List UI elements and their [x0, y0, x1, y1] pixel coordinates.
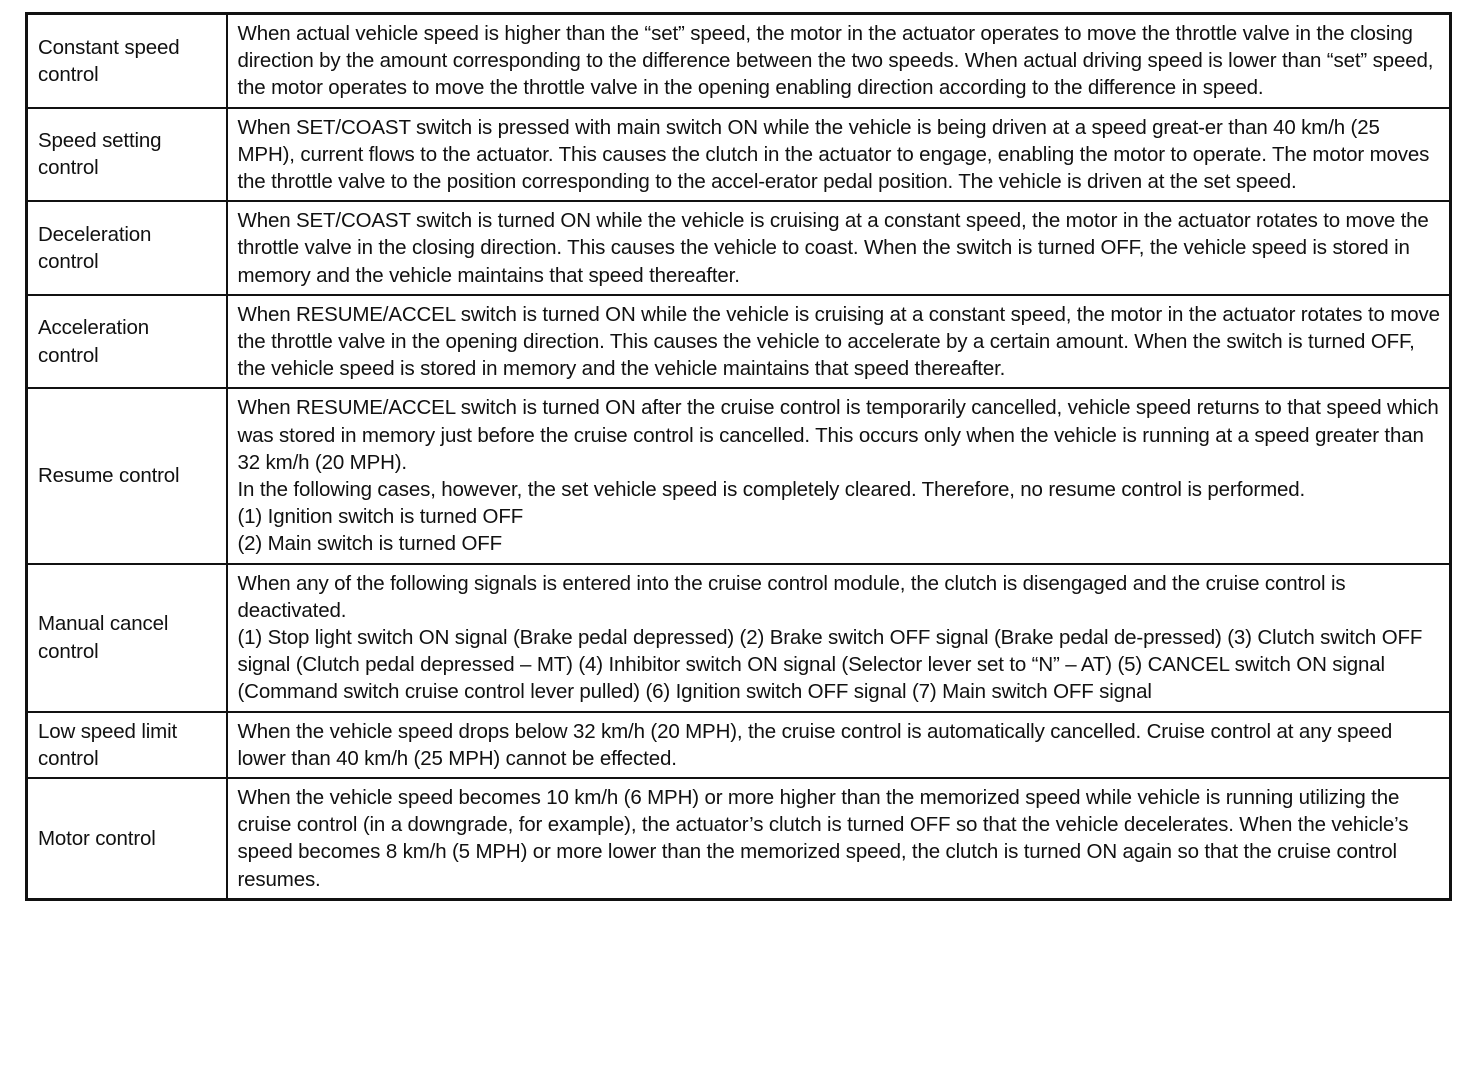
function-description: When actual vehicle speed is higher than the “set” speed, the motor in the actuator operates to move the throttle valve in the closing direction by the amount corresponding to the difference between the two speeds. When actual driving speed is lower than “set” speed, the motor operates to move the throttle valve in the opening enabling direction according to the difference in speed. [227, 14, 1451, 108]
function-description: When SET/COAST switch is pressed with main switch ON while the vehicle is being driven at a speed great-er than 40 km/h (25 MPH), current flows to the actuator. This causes the clutch in the actuator to engage, enabling the motor to operate. The motor moves the throttle valve to the position corresponding to the accel-erator pedal position. The vehicle is driven at the set speed. [227, 108, 1451, 202]
function-description: When any of the following signals is entered into the cruise control module, the clutch is disengaged and the cruise control is deactivated. (1) Stop light switch ON signal (Brake pedal depressed) (2) Brake switch OFF signal (Brake pedal de-pressed) (3) Clutch switch OFF signal (Clutch pedal depressed – MT) (4) Inhibitor switch ON signal (Selector lever set to “N” – AT) (5) CANCEL switch ON signal (Command switch cruise control lever pulled) (6) Ignition switch OFF signal (7) Main switch OFF signal [227, 564, 1451, 712]
function-description: When SET/COAST switch is turned ON while the vehicle is cruising at a constant speed, the motor in the actuator rotates to move the throttle valve in the closing direction. This causes the vehicle to coast. When the switch is turned OFF, the vehicle speed is stored in memory and the vehicle maintains that speed thereafter. [227, 201, 1451, 295]
table-row [27, 14, 1451, 108]
table-row [27, 108, 1451, 202]
function-label: Acceleration control [27, 295, 227, 389]
table-row [27, 564, 1451, 712]
table-row [27, 201, 1451, 295]
function-description: When the vehicle speed drops below 32 km/h (20 MPH), the cruise control is automatically cancelled. Cruise control at any speed lower than 40 km/h (25 MPH) cannot be effected. [227, 712, 1451, 778]
function-label: Speed setting control [27, 108, 227, 202]
function-label: Constant speed control [27, 14, 227, 108]
function-label: Motor control [27, 778, 227, 899]
function-description: When the vehicle speed becomes 10 km/h (6 MPH) or more higher than the memorized speed while vehicle is running utilizing the cruise control (in a downgrade, for example), the actuator’s clutch is turned OFF so that the vehicle decelerates. When the vehicle’s speed becomes 8 km/h (5 MPH) or more lower than the memorized speed, the clutch is turned ON again so that the cruise control resumes. [227, 778, 1451, 899]
function-description: When RESUME/ACCEL switch is turned ON after the cruise control is temporarily cancelled, vehicle speed returns to that speed which was stored in memory just before the cruise control is cancelled. This occurs only when the vehicle is running at a speed greater than 32 km/h (20 MPH). In the following cases, however, the set vehicle speed is completely cleared. Therefore, no resume control is performed. (1) Ignition switch is turned OFF (2) Main switch is turned OFF [227, 388, 1451, 563]
function-label: Deceleration control [27, 201, 227, 295]
function-label: Resume control [27, 388, 227, 563]
table-row [27, 712, 1451, 778]
function-label: Low speed limit control [27, 712, 227, 778]
function-description: When RESUME/ACCEL switch is turned ON while the vehicle is cruising at a constant speed, the motor in the actuator rotates to move the throttle valve in the opening direction. This causes the vehicle to accelerate by a certain amount. When the switch is turned OFF, the vehicle speed is stored in memory and the vehicle maintains that speed thereafter. [227, 295, 1451, 389]
table-row [27, 388, 1451, 563]
table-row [27, 295, 1451, 389]
table-row [27, 778, 1451, 899]
cruise-control-function-table [25, 12, 1452, 901]
function-label: Manual cancel control [27, 564, 227, 712]
